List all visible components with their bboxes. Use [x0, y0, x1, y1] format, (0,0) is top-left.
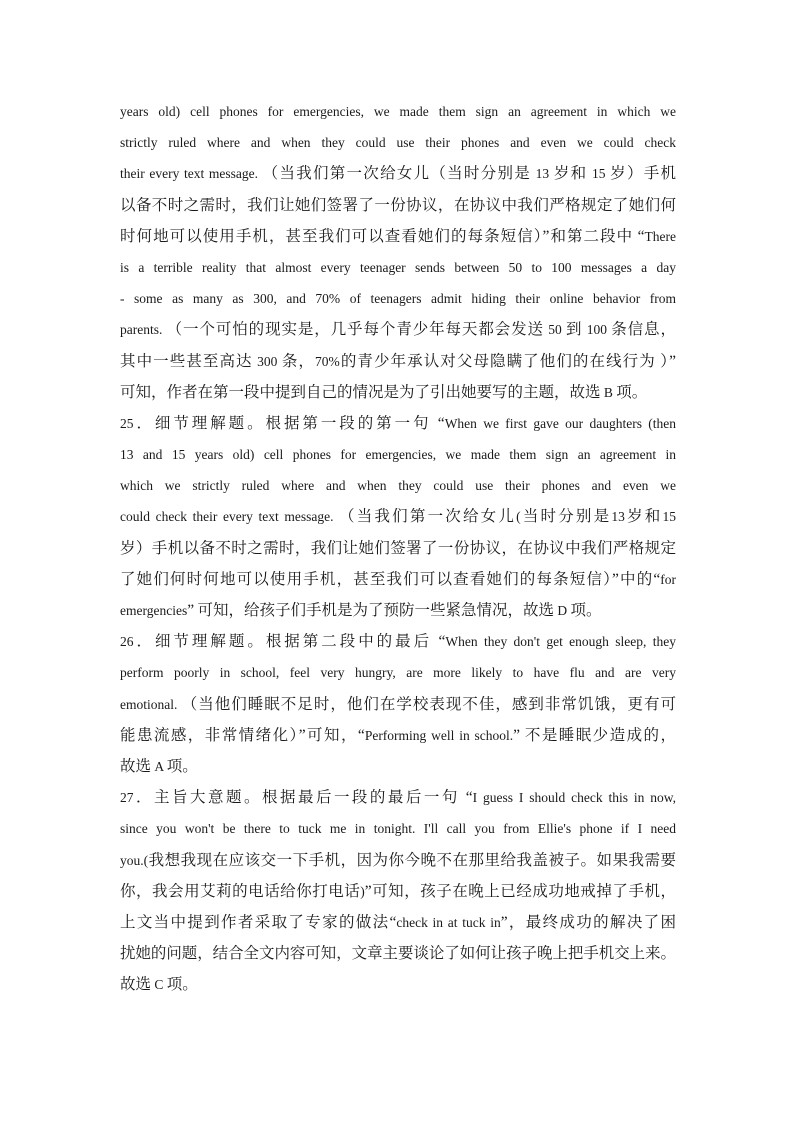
question-25-heading-line: [120, 408, 676, 439]
text-line: [120, 720, 676, 751]
text-run: 扰她的问题，结合全文内容可知，文章主要谈论了如何让孩子晚上把手机交上来。: [120, 945, 677, 963]
text-run: 上文当中提到作者采取了专家的做法“: [120, 913, 397, 931]
text-line: [120, 938, 677, 969]
text-run: 15: [662, 509, 676, 525]
text-run: 岁和: [624, 508, 663, 526]
text-line: [120, 377, 676, 408]
text-run: 可知，给孩子们手机是为了预防一些紧急情况，故选: [197, 602, 554, 619]
text-run: ): [360, 883, 365, 899]
text-line: [120, 845, 676, 876]
text-run: 13: [611, 509, 625, 525]
text-run: ．细节理解题。根据第一段的第一句: [133, 414, 432, 432]
text-run: 70%: [314, 353, 340, 369]
text-run: 15: [587, 166, 611, 182]
text-run: strictly ruled where and when they could use their phones and even we could check: [120, 135, 676, 151]
answer-explanation-text: [120, 96, 676, 1000]
text-run: 25: [120, 415, 134, 431]
text-run: 项。: [570, 602, 602, 619]
text-run: 故选: [120, 757, 152, 775]
text-run: A: [151, 758, 167, 774]
text-run: （一个可怕的现实是，几乎每个青少年每天都会发送: [166, 321, 544, 339]
text-run: 岁和: [553, 165, 588, 183]
text-run: (: [516, 509, 521, 525]
text-run: 条信息，: [611, 321, 676, 339]
text-run: 故选: [120, 976, 152, 994]
text-run: 300: [252, 353, 282, 369]
text-line: [120, 564, 676, 595]
text-run: which we strictly ruled where and when they could use their phones and even we: [120, 478, 676, 494]
text-run: 项。: [616, 383, 648, 401]
text-run: 可知，作者在第一段中提到自己的情况是为了引出她要写的主题，故选: [120, 383, 601, 401]
text-line: [120, 657, 676, 688]
text-run: perform poorly in school, feel very hungry, are more likely to have flu and are very: [120, 665, 676, 681]
text-run: 了她们何时何地可以使用手机，甚至我们可以查看她们的每条短信）”中的“: [120, 570, 661, 588]
text-line: [120, 346, 676, 377]
text-run: parents.: [120, 322, 167, 338]
text-run: ．主旨大意题。根据最后一段的最后一句: [133, 789, 460, 807]
text-line: [120, 501, 676, 532]
text-run: 项。: [166, 757, 198, 775]
text-run: 不是睡眠少造成的，: [524, 726, 676, 744]
text-run: is a terrible reality that almost every teenager sends between 50 to 100 messages a day: [120, 259, 676, 275]
text-run: 条，: [281, 352, 315, 370]
text-run: “: [465, 789, 473, 807]
text-run: （当我们第一次给女儿（当时分别是: [262, 165, 532, 183]
text-run: ．细节理解题。根据第二段中的最后: [133, 633, 433, 651]
text-line: [120, 221, 676, 252]
text-run: 岁）手机: [610, 165, 676, 183]
text-run: emotional.: [120, 696, 182, 712]
text-run: “: [438, 633, 446, 651]
text-run: When we first gave our daughters (then: [444, 415, 676, 431]
text-run: 26: [120, 634, 134, 650]
text-run: “: [437, 414, 445, 432]
text-run: D: [554, 603, 571, 618]
text-run: 13: [531, 166, 554, 182]
text-run: 27: [120, 790, 134, 806]
text-run: 的青少年承认对父母隐瞒了他们的在线行为: [339, 352, 656, 370]
text-run: - some as many as 300, and 70% of teenagers admit hiding their online behavior from: [120, 291, 676, 307]
text-line: [120, 907, 676, 938]
text-run: “: [637, 227, 645, 245]
text-run: Performing well in school.: [364, 727, 514, 743]
text-run: could check their every text message.: [120, 509, 340, 525]
text-run: There: [644, 228, 677, 244]
text-run: 以备不时之需时，我们让她们签署了一份协议，在协议中我们严格规定了她们何: [120, 196, 676, 214]
text-run: ”，最终成功的解决了困: [500, 913, 677, 931]
text-run: 我想我现在应该交一下手机，因为你今晚不在那里给我盖被子。如果我需要: [148, 851, 676, 869]
text-run: When they don't get enough sleep, they: [445, 634, 676, 650]
text-run: 时何地可以使用手机，甚至我们可以查看她们的每条短信）”和第二段中: [120, 227, 634, 245]
text-run: for: [660, 571, 676, 587]
text-run: ”: [513, 726, 521, 744]
text-line: [120, 283, 676, 314]
text-run: 100: [582, 322, 612, 338]
text-run: 50: [543, 322, 567, 338]
text-run: 项。: [166, 976, 198, 994]
text-run: 你，我会用艾莉的电话给你打电话: [120, 882, 361, 900]
text-line: [120, 252, 676, 283]
text-run: B: [600, 384, 617, 400]
text-line: [120, 190, 676, 221]
text-run: （当我们第一次给女儿: [339, 508, 517, 526]
text-run: since you won't be there to tuck me in tonight. I'll call you from Ellie's phone if I need: [120, 821, 676, 837]
text-line: [120, 127, 676, 158]
text-line: [120, 470, 676, 501]
question-26-heading-line: [120, 626, 676, 657]
text-line: [120, 96, 676, 127]
text-line: [120, 813, 676, 844]
text-run: 13 and 15 years old) cell phones for emergencies, we made them sign an agreement in: [120, 447, 676, 463]
text-run: 其中一些甚至高达: [120, 352, 253, 370]
text-run: ”可知，孩子在晚上已经成功地戒掉了手机，: [364, 882, 676, 900]
text-line: [120, 751, 676, 782]
text-run: （当他们睡眠不足时，他们在学校表现不佳，感到非常饥饿，更有可: [181, 695, 676, 713]
text-run: C: [151, 977, 167, 993]
text-run: check in at tuck in: [396, 914, 501, 930]
text-line: [120, 439, 676, 470]
text-line: [120, 876, 676, 907]
text-line: [120, 689, 676, 720]
text-run: 能患流感，非常情绪化）”可知，“: [120, 726, 365, 744]
text-run: their every text message.: [120, 166, 263, 182]
text-run: ”: [187, 602, 195, 619]
text-line: [120, 969, 676, 1000]
text-line: [120, 533, 676, 564]
text-line: [120, 595, 676, 626]
text-run: 岁）手机以备不时之需时，我们让她们签署了一份协议，在协议中我们严格规定: [120, 539, 676, 557]
text-line: [120, 314, 676, 345]
question-27-heading-line: [120, 782, 676, 813]
text-run: ）”: [660, 352, 677, 370]
text-run: I guess I should check this in now,: [472, 790, 676, 806]
text-run: emergencies: [120, 603, 188, 618]
text-run: years old) cell phones for emergencies, we made them sign an agreement in which we: [120, 104, 676, 119]
text-run: 当时分别是: [520, 508, 612, 526]
text-run: you.(: [120, 852, 149, 868]
text-run: 到: [566, 321, 583, 339]
text-line: [120, 158, 676, 189]
